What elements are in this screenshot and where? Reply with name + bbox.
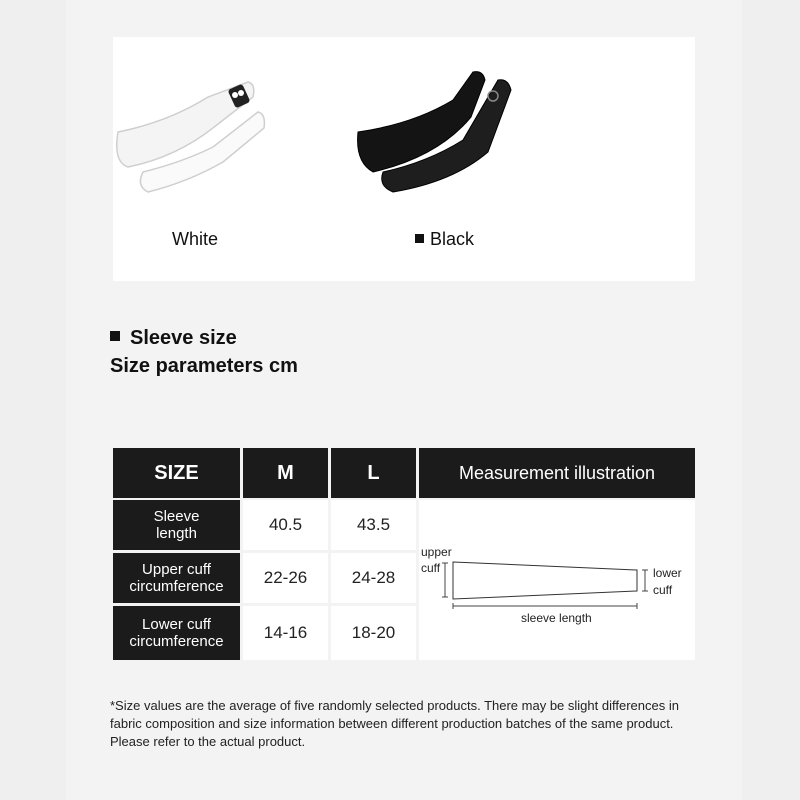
size-table — [113, 448, 695, 660]
value-sleeve-length-m: 40.5 — [243, 500, 328, 550]
header-illustration: Measurement illustration — [419, 448, 695, 498]
white-sleeve-image — [98, 62, 278, 202]
value-sleeve-length-l: 43.5 — [331, 500, 416, 550]
measurement-illustration — [419, 500, 695, 660]
square-bullet-icon — [415, 234, 424, 243]
size-disclaimer-note: *Size values are the average of five randomly selected products. There may be slight differences in fabric composition and size information between different production batches of the same product. Please refer to the actual product. — [110, 698, 679, 749]
value-upper-cuff-l: 24-28 — [331, 553, 416, 603]
lower-cuff-label-2: cuff — [653, 583, 673, 597]
color-label-black-text: Black — [430, 229, 475, 249]
section-title — [110, 327, 237, 350]
section-subtitle: Size parameters cm — [110, 355, 298, 377]
header-size: SIZE — [113, 448, 240, 498]
row-label-upper-cuff: Upper cuff circumference — [113, 553, 240, 603]
value-upper-cuff-m: 22-26 — [243, 553, 328, 603]
header-l: L — [331, 448, 416, 498]
square-bullet-icon — [110, 331, 120, 341]
color-label-white: White — [172, 229, 219, 249]
header-m: M — [243, 448, 328, 498]
section-title-text: Sleeve size — [130, 327, 237, 349]
color-options-card — [113, 37, 695, 281]
row-label-sleeve-length: Sleeve length — [113, 500, 240, 550]
color-label-black — [415, 229, 474, 250]
black-sleeve-image — [353, 62, 533, 202]
value-lower-cuff-l: 18-20 — [331, 606, 416, 660]
upper-cuff-label: upper — [421, 545, 452, 559]
lower-cuff-label: lower — [653, 566, 682, 580]
sleeve-length-label: sleeve length — [521, 611, 592, 625]
value-lower-cuff-m: 14-16 — [243, 606, 328, 660]
upper-cuff-label-2: cuff — [421, 561, 441, 575]
row-label-lower-cuff: Lower cuff circumference — [113, 606, 240, 660]
sleeve-diagram — [419, 500, 695, 660]
